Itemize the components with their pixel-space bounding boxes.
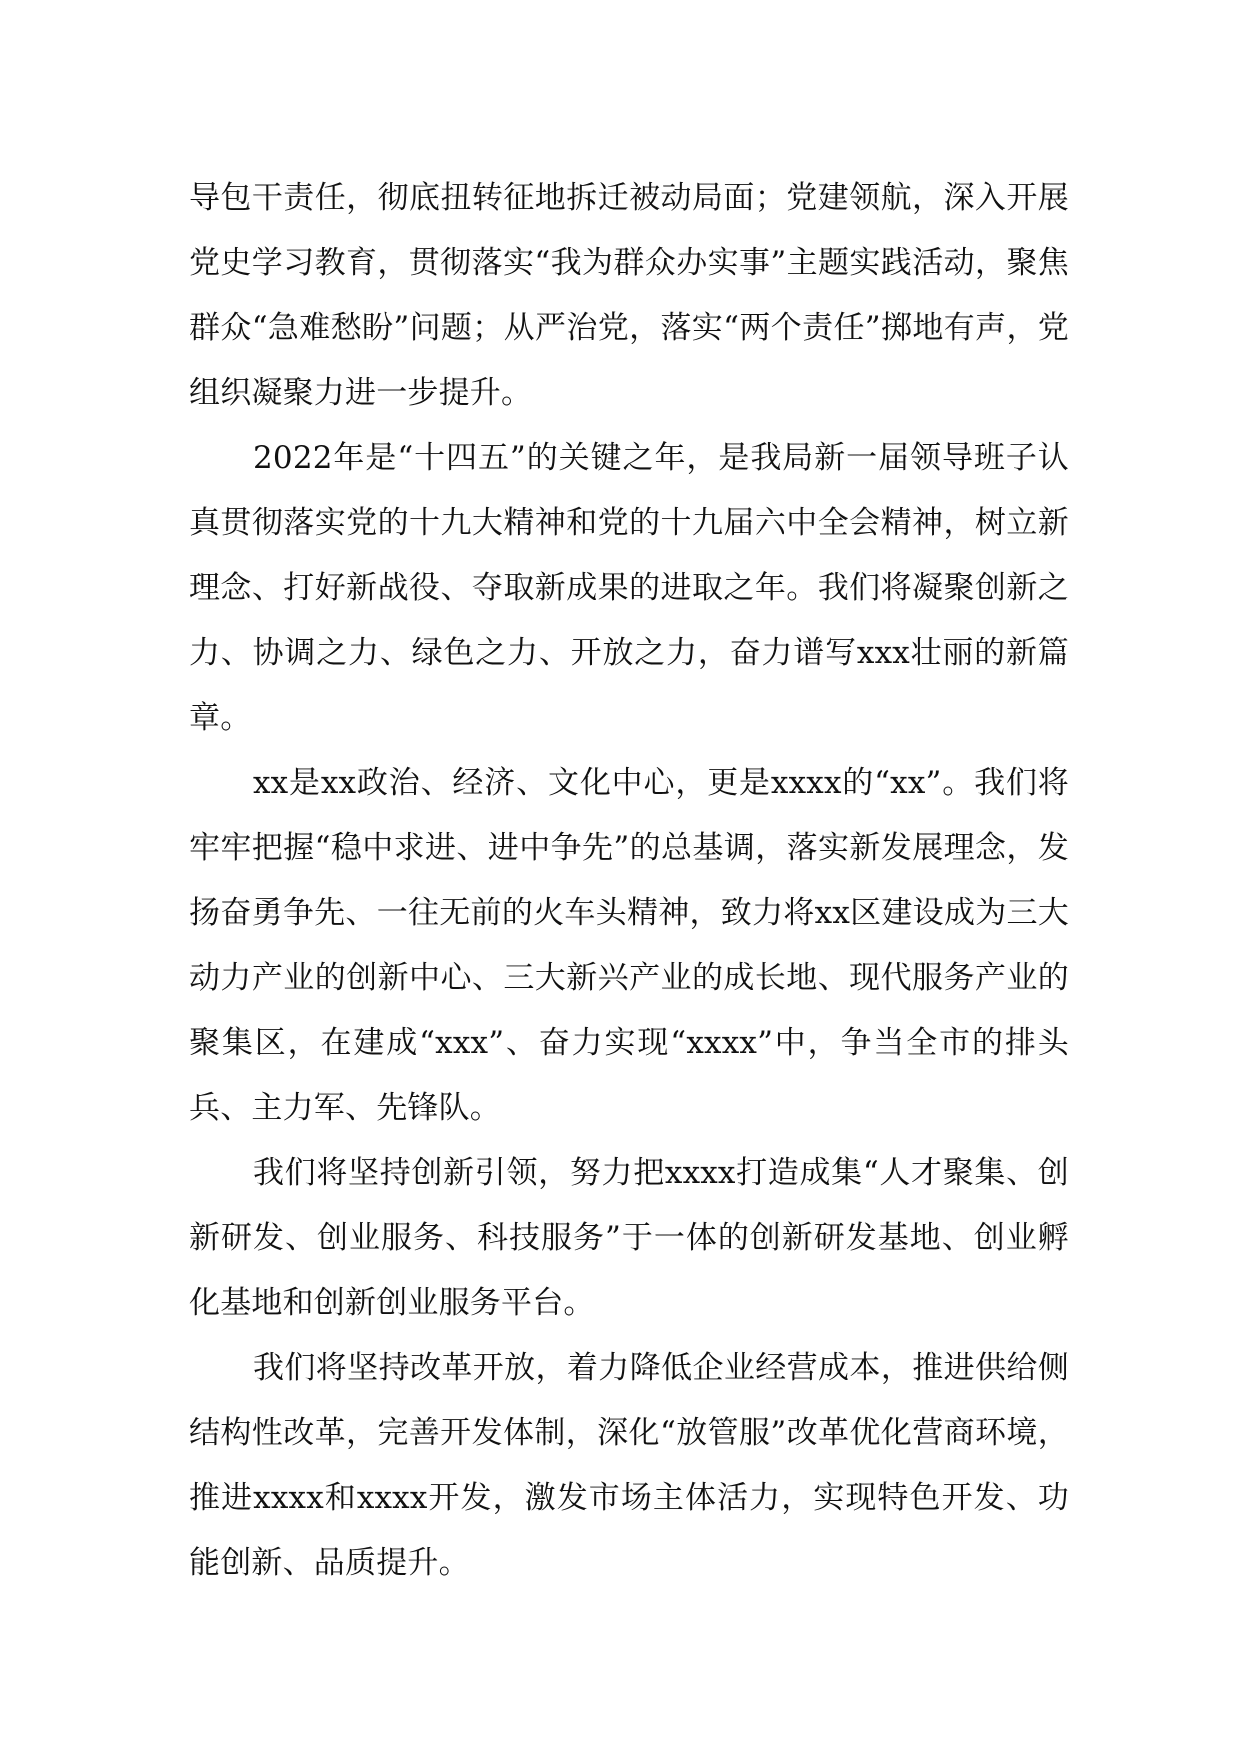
- paragraph-2022-outlook: 2022年是“十四五”的关键之年，是我局新一届领导班子认真贯彻落实党的十九大精神和党的十九届六中全会精神，树立新理念、打好新战役、夺取新成果的进取之年。我们将凝聚创新之力、协调之力、绿色之力、开放之力，奋力谱写xxx壮丽的新篇章。: [189, 440, 1069, 736]
- document-body: [189, 166, 1069, 1596]
- paragraph-reform-opening: 我们将坚持改革开放，着力降低企业经营成本，推进供给侧结构性改革，完善开发体制，深化“放管服”改革优化营商环境，推进xxxx和xxxx开发，激发市场主体活力，实现特色开发、功能创新、品质提升。: [189, 1350, 1069, 1581]
- paragraph-innovation: 我们将坚持创新引领，努力把xxxx打造成集“人才聚集、创新研发、创业服务、科技服务”于一体的创新研发基地、创业孵化基地和创新创业服务平台。: [189, 1155, 1069, 1321]
- paragraph-district-goals: xx是xx政治、经济、文化中心，更是xxxx的“xx”。我们将牢牢把握“稳中求进、进中争先”的总基调，落实新发展理念，发扬奋勇争先、一往无前的火车头精神，致力将xx区建设成为三大动力产业的创新中心、三大新兴产业的成长地、现代服务产业的聚集区，在建成“xxx”、奋力实现“xxxx”中，争当全市的排头兵、主力军、先锋队。: [189, 765, 1069, 1126]
- paragraph-continued: 导包干责任，彻底扭转征地拆迁被动局面；党建领航，深入开展党史学习教育，贯彻落实“我为群众办实事”主题实践活动，聚焦群众“急难愁盼”问题；从严治党，落实“两个责任”掷地有声，党组织凝聚力进一步提升。: [189, 180, 1069, 411]
